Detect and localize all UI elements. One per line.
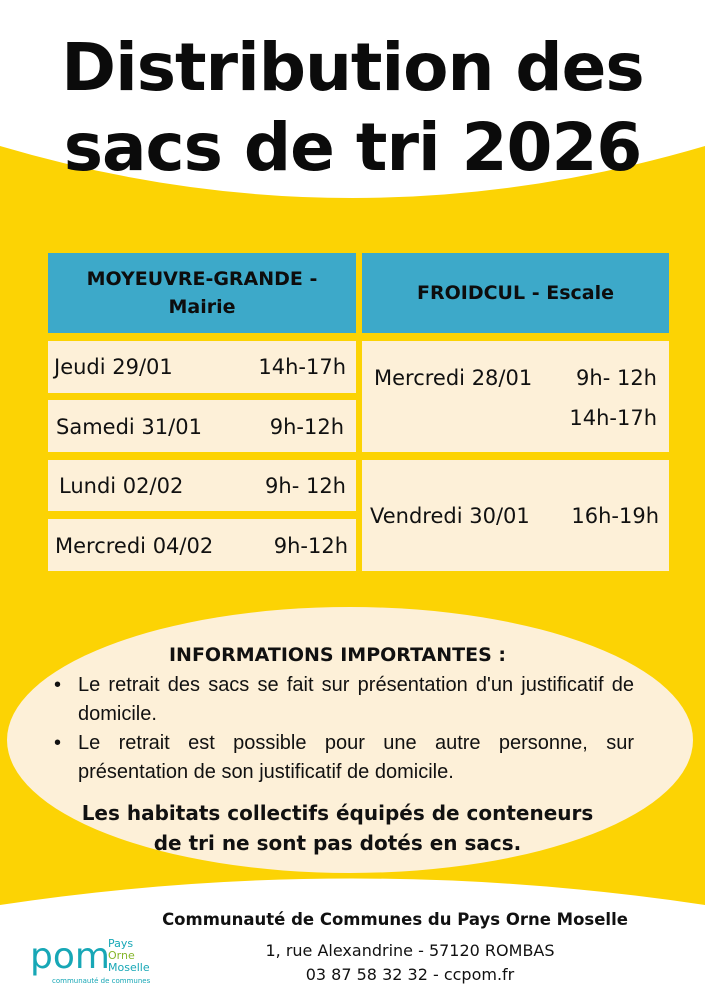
logo-mark: pom: [30, 936, 110, 977]
schedule-time: 14h-17h: [258, 355, 346, 379]
moyeuvre-header-line-1: MOYEUVRE-GRANDE -: [86, 268, 318, 290]
logo-tagline: communauté de communes: [52, 977, 151, 985]
logo-word-moselle: Moselle: [108, 961, 150, 974]
schedule-time: 14h-17h: [569, 406, 657, 430]
logo-word-pays: Pays: [108, 937, 134, 950]
info-bullet: • Le retrait des sacs se fait sur présentation d'un justificatif de domicile.: [78, 671, 634, 729]
title-line-2: sacs de tri 2026: [63, 109, 642, 186]
ccpom-logo-icon: [30, 930, 170, 990]
froidcul-header-label: FROIDCUL - Escale: [417, 282, 614, 304]
organization-name: Communauté de Communes du Pays Orne Moselle: [162, 910, 628, 929]
schedule-day: Jeudi 29/01: [54, 355, 173, 379]
address: 1, rue Alexandrine - 57120 ROMBAS: [265, 941, 555, 960]
title-line-1: Distribution des: [61, 29, 644, 106]
schedule-time: 9h-12h: [269, 415, 344, 439]
schedule-time: 9h-12h: [273, 534, 348, 558]
note-line-1: Les habitats collectifs équipés de conteneurs: [81, 801, 594, 825]
info-title: INFORMATIONS IMPORTANTES :: [168, 644, 506, 666]
logo-word-orne: Orne: [108, 949, 135, 962]
note-line-2: de tri ne sont pas dotés en sacs.: [153, 831, 522, 855]
schedule-day: Mercredi 28/01: [374, 366, 533, 390]
info-bullet: • Le retrait est possible pour une autre personne, sur présentation de son justificatif de domicile.: [78, 729, 634, 787]
schedule-time: 16h-19h: [571, 504, 659, 528]
moyeuvre-header-line-2: Mairie: [168, 296, 236, 318]
schedule-time: 9h- 12h: [576, 366, 657, 390]
contact-info: 03 87 58 32 32 - ccpom.fr: [305, 965, 515, 984]
schedule-day: Mercredi 04/02: [55, 534, 214, 558]
schedule-day: Lundi 02/02: [59, 474, 184, 498]
schedule-day: Samedi 31/01: [56, 415, 202, 439]
schedule-day: Vendredi 30/01: [370, 504, 530, 528]
schedule-time: 9h- 12h: [265, 474, 346, 498]
collective-housing-note: [0, 798, 675, 858]
